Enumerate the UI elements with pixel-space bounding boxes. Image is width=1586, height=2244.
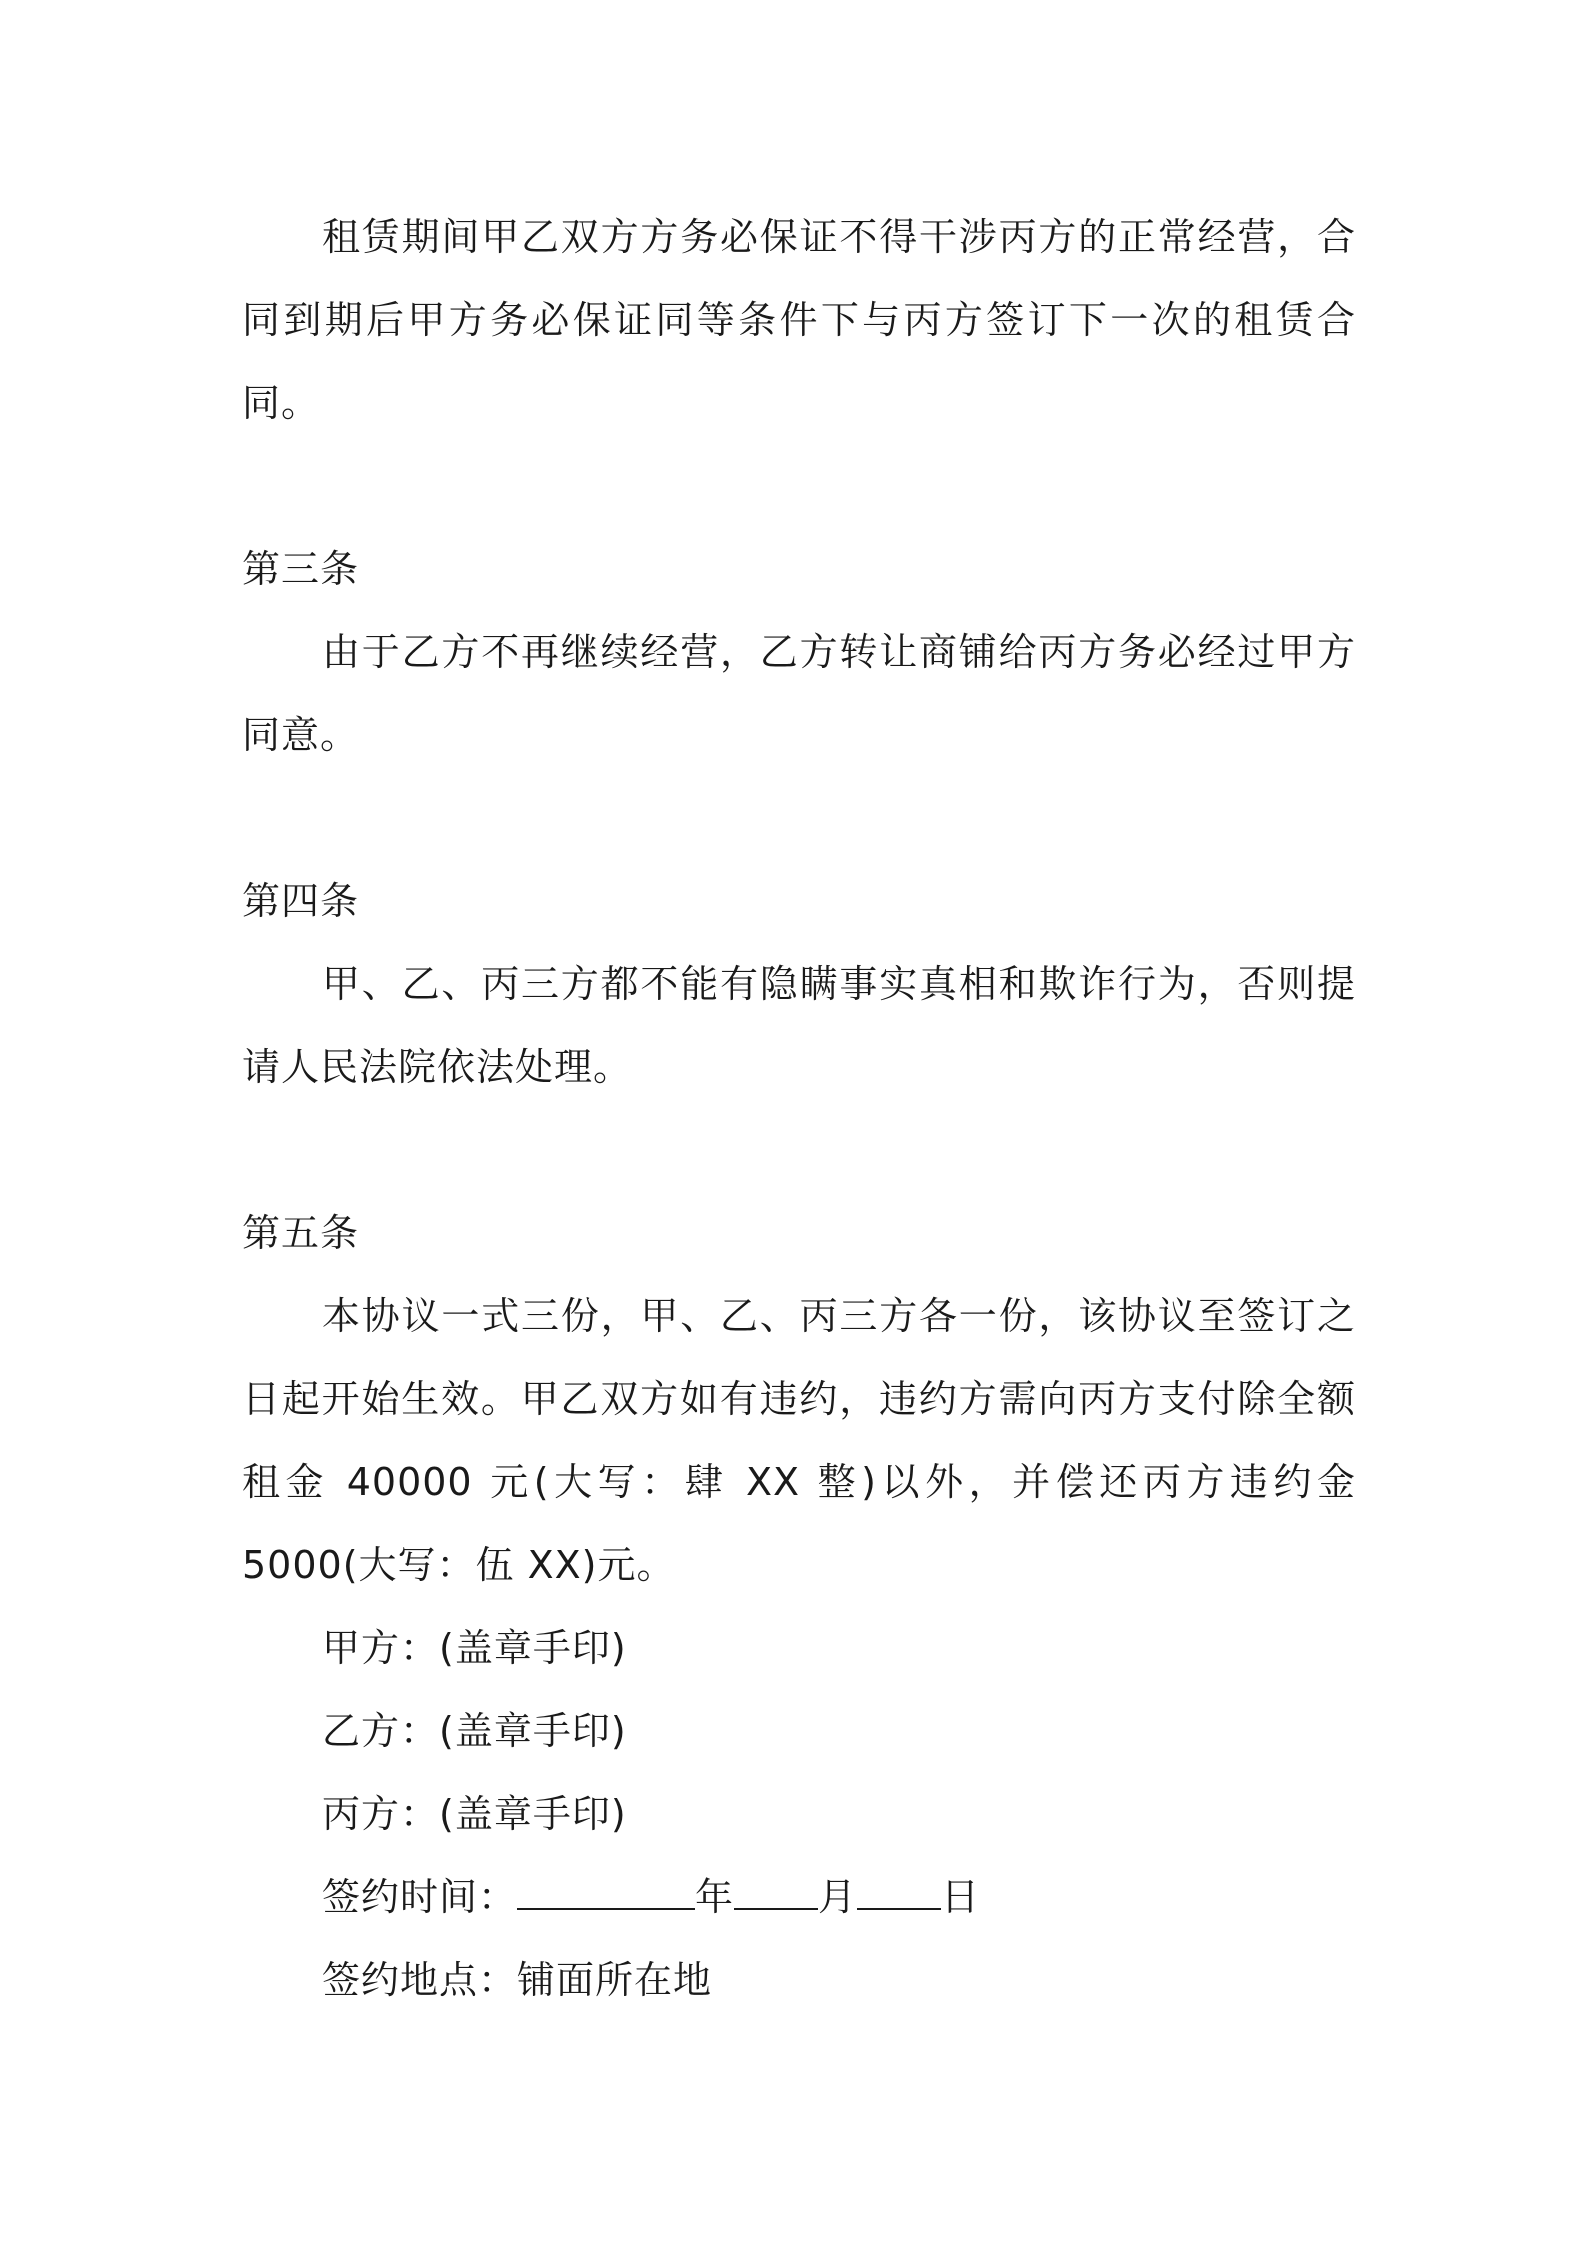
- year-unit: 年: [695, 1875, 735, 1919]
- signing-date-line: [242, 1856, 1356, 1939]
- signing-date-label: 签约时间：: [322, 1875, 518, 1919]
- day-unit: 日: [941, 1875, 981, 1919]
- year-blank: [517, 1874, 695, 1910]
- month-unit: 月: [818, 1875, 858, 1919]
- party-b-signature: 乙方：(盖章手印): [322, 1709, 627, 1753]
- article-3-heading: 第三条: [242, 547, 360, 591]
- article-4-heading: 第四条: [242, 879, 360, 923]
- article-5-heading: 第五条: [242, 1211, 360, 1255]
- signing-place: 签约地点：铺面所在地: [322, 1958, 713, 2002]
- document-body: [242, 196, 1356, 2022]
- paragraph-lease-period: 租赁期间甲乙双方方务必保证不得干涉丙方的正常经营，合同到期后甲方务必保证同等条件下与丙方签订下一次的租赁合同。: [242, 215, 1356, 425]
- month-blank: [734, 1874, 818, 1910]
- article-3-text: 由于乙方不再继续经营，乙方转让商铺给丙方务必经过甲方同意。: [242, 630, 1356, 757]
- day-blank: [857, 1874, 941, 1910]
- party-c-signature: 丙方：(盖章手印): [322, 1792, 627, 1836]
- article-4-text: 甲、乙、丙三方都不能有隐瞒事实真相和欺诈行为，否则提请人民法院依法处理。: [242, 962, 1356, 1089]
- article-5-text: 本协议一式三份，甲、乙、丙三方各一份，该协议至签订之日起开始生效。甲乙双方如有违约，违约方需向丙方支付除全额租金 40000 元(大写：肆 XX 整)以外，并偿还丙方违约金 5000(大写：伍 XX)元。: [242, 1294, 1356, 1587]
- party-a-signature: 甲方：(盖章手印): [322, 1626, 627, 1670]
